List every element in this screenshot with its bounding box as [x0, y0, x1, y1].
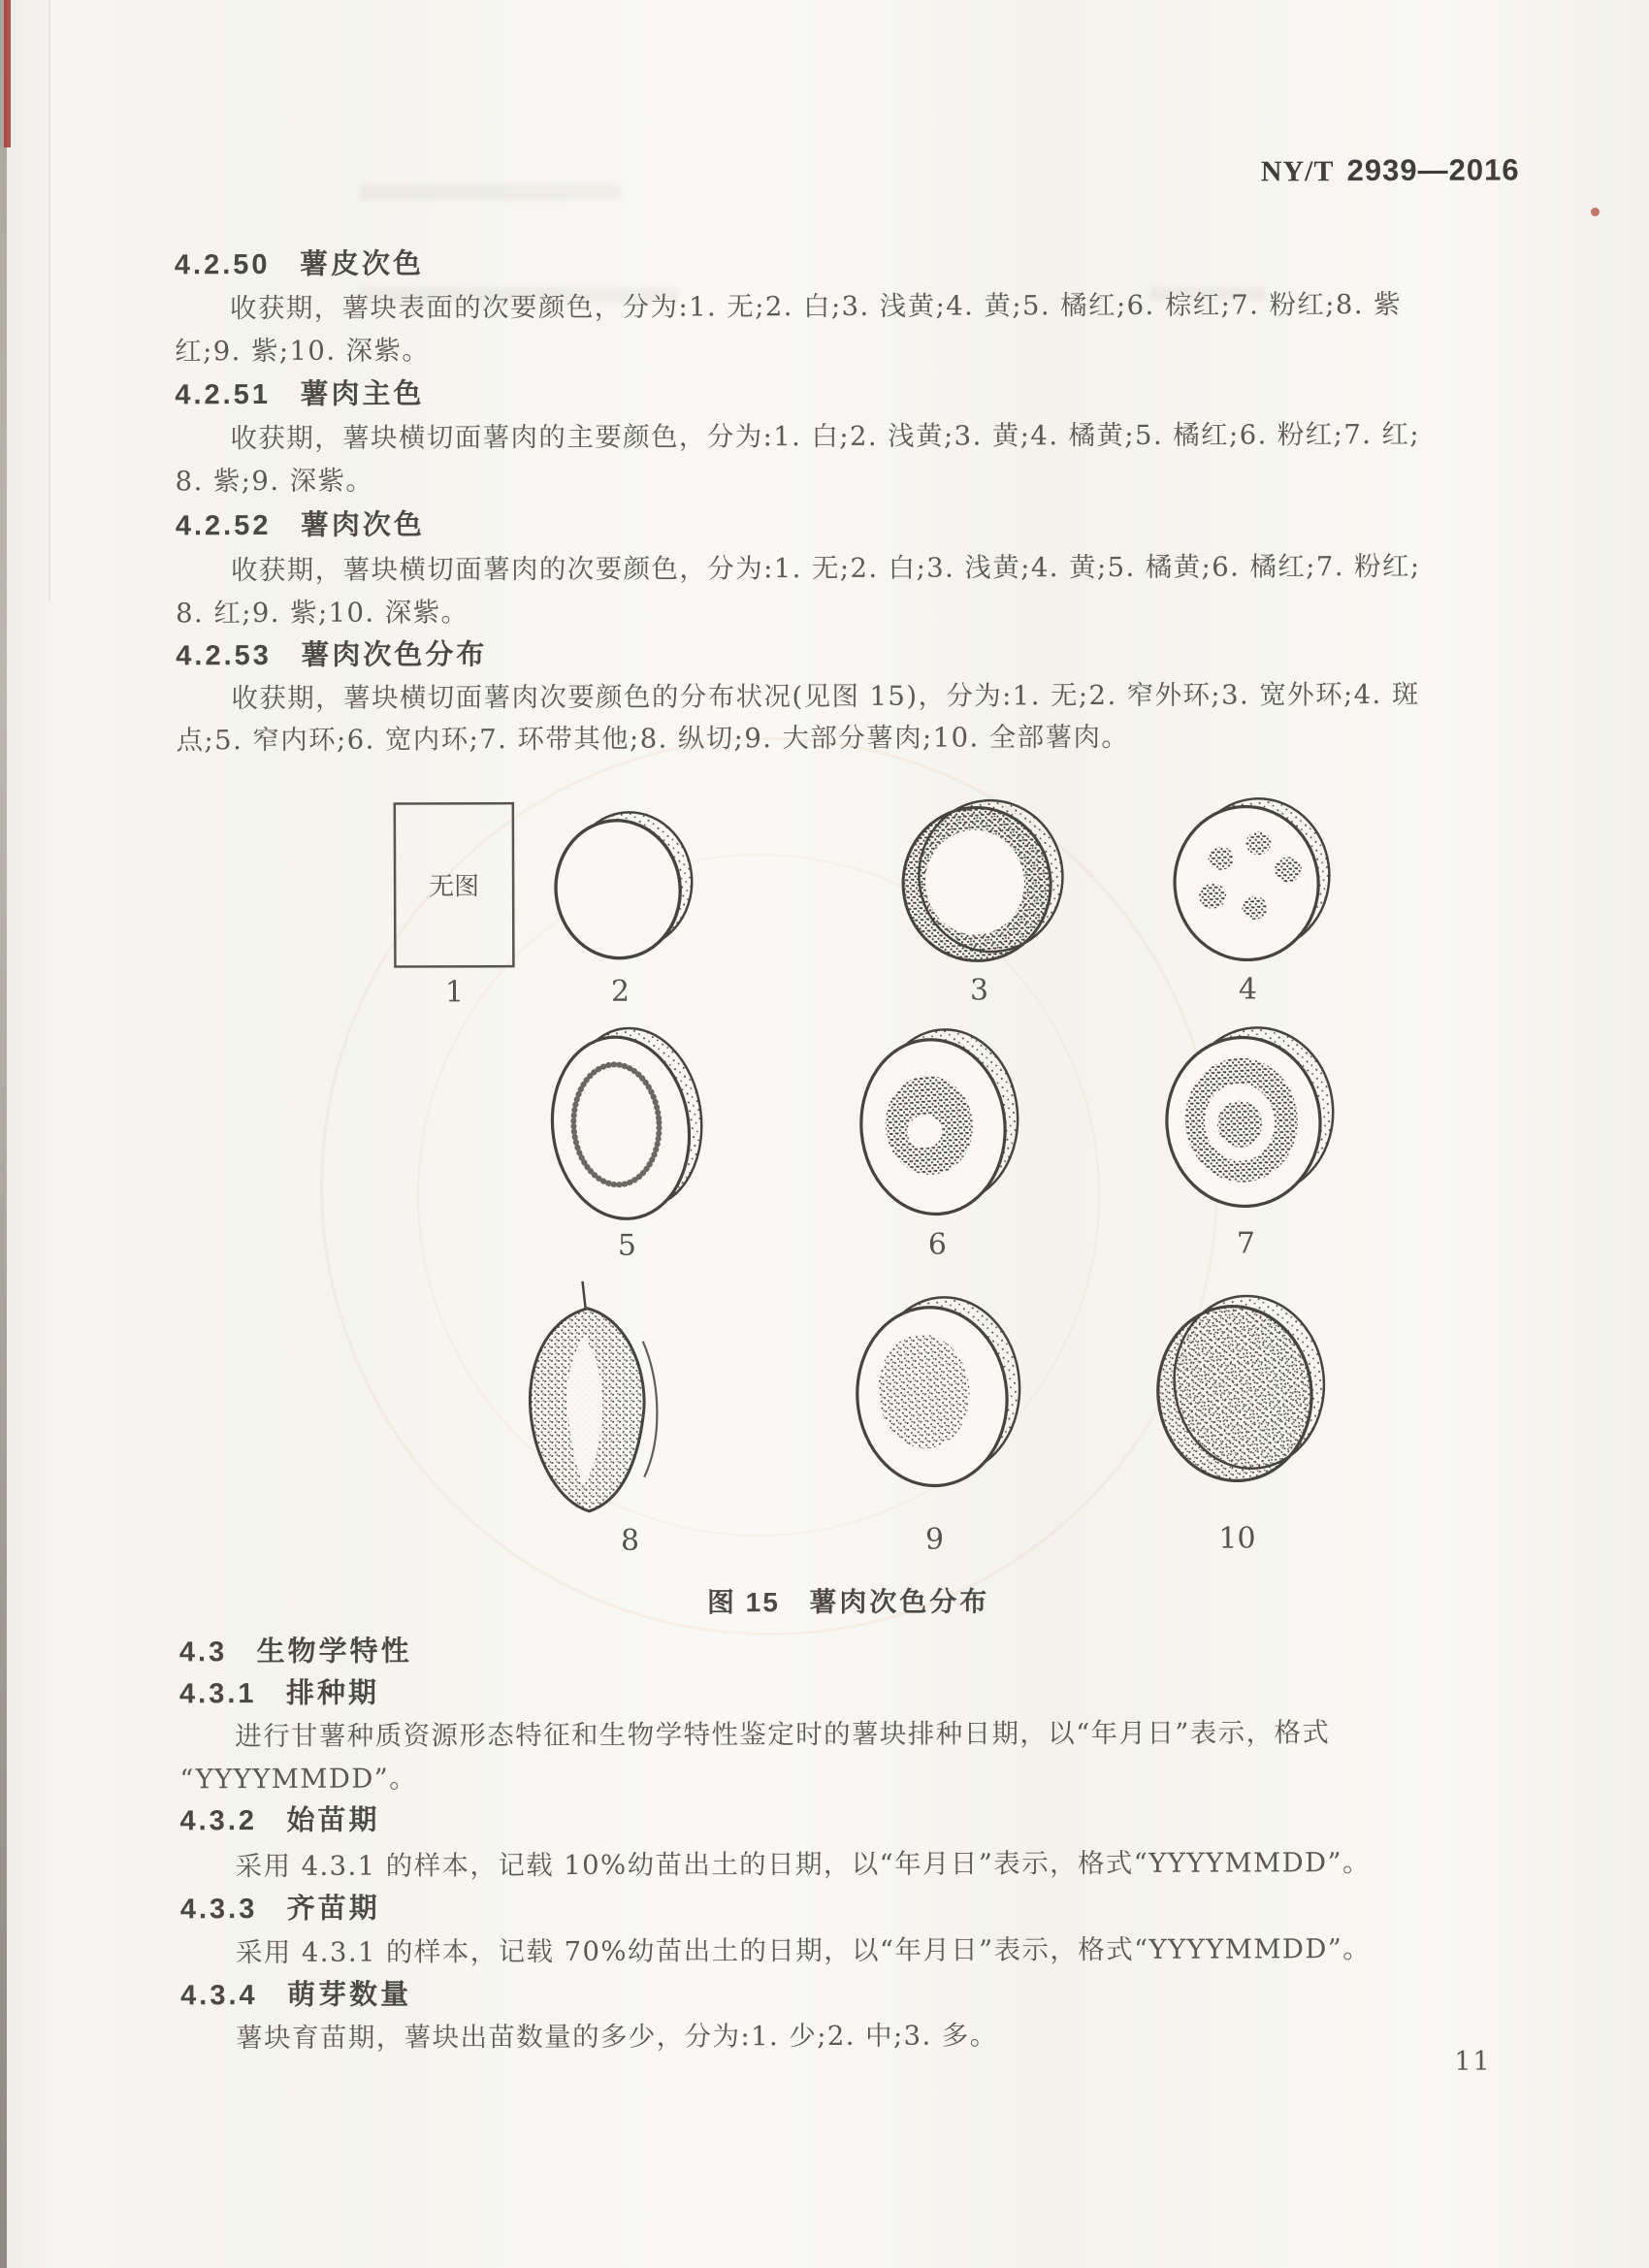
section-title: 生物学特性: [256, 1636, 412, 1669]
no-image-label: 无图: [429, 872, 480, 902]
section-heading-4-2-50: [175, 242, 424, 282]
fig-item-8: [530, 1281, 658, 1511]
section-heading-4-3-3: [180, 1887, 380, 1928]
section-title: 萌芽数量: [286, 1979, 412, 2011]
fig-label-2: 2: [610, 974, 630, 1009]
section-heading-4-2-51: [175, 372, 424, 412]
section-number: 4.3.1: [178, 1678, 257, 1710]
section-number: 4.2.50: [174, 248, 271, 281]
paragraph-line: 收获期，薯块横切面薯肉的主要颜色，分为:1. 白;2. 浅黄;3. 黄;4. 橘黄;5. 橘红;6. 粉红;7. 红;: [230, 418, 1421, 455]
paragraph-line: 红;9. 紫;10. 深紫。: [175, 335, 431, 368]
section-title: 始苗期: [286, 1804, 380, 1836]
paragraph-line: 采用 4.3.1 的样本，记载 10%幼苗出土的日期，以“年月日”表示，格式“YYYYMMDD”。: [235, 1847, 1371, 1883]
figure-15-caption: [179, 1579, 1518, 1623]
paragraph-line: 进行甘薯种质资源形态特征和生物学特性鉴定时的薯块排种日期，以“年月日”表示，格式: [235, 1717, 1331, 1753]
figure-caption-title: 薯肉次色分布: [809, 1586, 990, 1618]
section-heading-4-3-4: [180, 1972, 411, 2013]
fig-item-7: [1160, 1022, 1340, 1212]
fig-label-4: 4: [1238, 972, 1258, 1007]
section-number: 4.3: [178, 1636, 228, 1669]
section-title: 薯肉次色分布: [301, 639, 488, 671]
fig-label-10: 10: [1218, 1521, 1256, 1556]
fig-item-5: [539, 1020, 714, 1228]
fig-label-6: 6: [927, 1227, 948, 1262]
paragraph-line: 8. 红;9. 紫;10. 深紫。: [176, 597, 469, 630]
section-number: 4.3.3: [179, 1894, 258, 1926]
section-title: 薯肉次色: [300, 509, 425, 541]
section-title: 齐苗期: [286, 1893, 380, 1925]
section-title: 排种期: [285, 1677, 380, 1709]
fig-label-7: 7: [1236, 1226, 1256, 1261]
fig-label-5: 5: [617, 1228, 637, 1263]
fig-item-6: [853, 1023, 1025, 1220]
paragraph-line: 点;5. 窄内环;6. 宽内环;7. 环带其他;8. 纵切;9. 大部分薯肉;10. 全部薯肉。: [176, 721, 1130, 757]
fig-item-4: [1168, 793, 1337, 966]
paragraph-line: 采用 4.3.1 的样本，记载 70%幼苗出土的日期，以“年月日”表示，格式“YYYYMMDD”。: [235, 1933, 1372, 1969]
section-heading-4-3-2: [179, 1798, 379, 1839]
fig-label-3: 3: [969, 973, 989, 1008]
fig-item-9: [849, 1291, 1028, 1492]
paragraph-line: “YYYYMMDD”。: [179, 1763, 418, 1796]
fig-item-10: [1148, 1288, 1334, 1488]
page-number: 11: [1454, 2046, 1492, 2077]
section-heading-4-3-1: [179, 1671, 379, 1712]
section-heading-4-2-53: [176, 632, 487, 673]
fig-label-8: 8: [620, 1523, 640, 1558]
section-number: 4.2.53: [176, 639, 272, 672]
paragraph-line: 收获期，薯块横切面薯肉的次要颜色，分为:1. 无;2. 白;3. 浅黄;4. 黄;5. 橘黄;6. 橘红;7. 粉红;: [230, 550, 1421, 587]
paragraph-line: 8. 紫;9. 深紫。: [175, 465, 374, 498]
standard-code-prefix: NY/T: [1260, 155, 1335, 188]
section-title: 薯皮次色: [299, 248, 425, 280]
fig-item-1-no-image: [395, 803, 514, 966]
paragraph-line: 收获期，薯块横切面薯肉次要颜色的分布状况(见图 15)，分为:1. 无;2. 窄外环;3. 宽外环;4. 斑: [231, 678, 1420, 715]
fig-label-9: 9: [924, 1522, 945, 1557]
section-number: 4.2.52: [175, 509, 272, 542]
section-heading-4-3: [179, 1629, 412, 1669]
standard-code-header: [1170, 152, 1519, 188]
paragraph-line: 收获期，薯块表面的次要颜色，分为:1. 无;2. 白;3. 浅黄;4. 黄;5. 橘红;6. 棕红;7. 粉红;8. 紫: [229, 288, 1403, 325]
figure-caption-label: 图 15: [706, 1587, 780, 1618]
section-number: 4.2.51: [175, 378, 272, 411]
fig-label-1: 1: [444, 975, 465, 1010]
fig-item-2: [548, 806, 699, 964]
fig-item-3: [896, 794, 1070, 967]
section-heading-4-2-52: [176, 502, 425, 543]
standard-code-number: 2939—2016: [1346, 152, 1520, 188]
paragraph-line: 薯块育苗期，薯块出苗数量的多少，分为:1. 少;2. 中;3. 多。: [236, 2020, 998, 2055]
section-number: 4.3.2: [179, 1805, 258, 1837]
section-title: 薯肉主色: [300, 378, 425, 410]
section-number: 4.3.4: [180, 1980, 258, 2012]
